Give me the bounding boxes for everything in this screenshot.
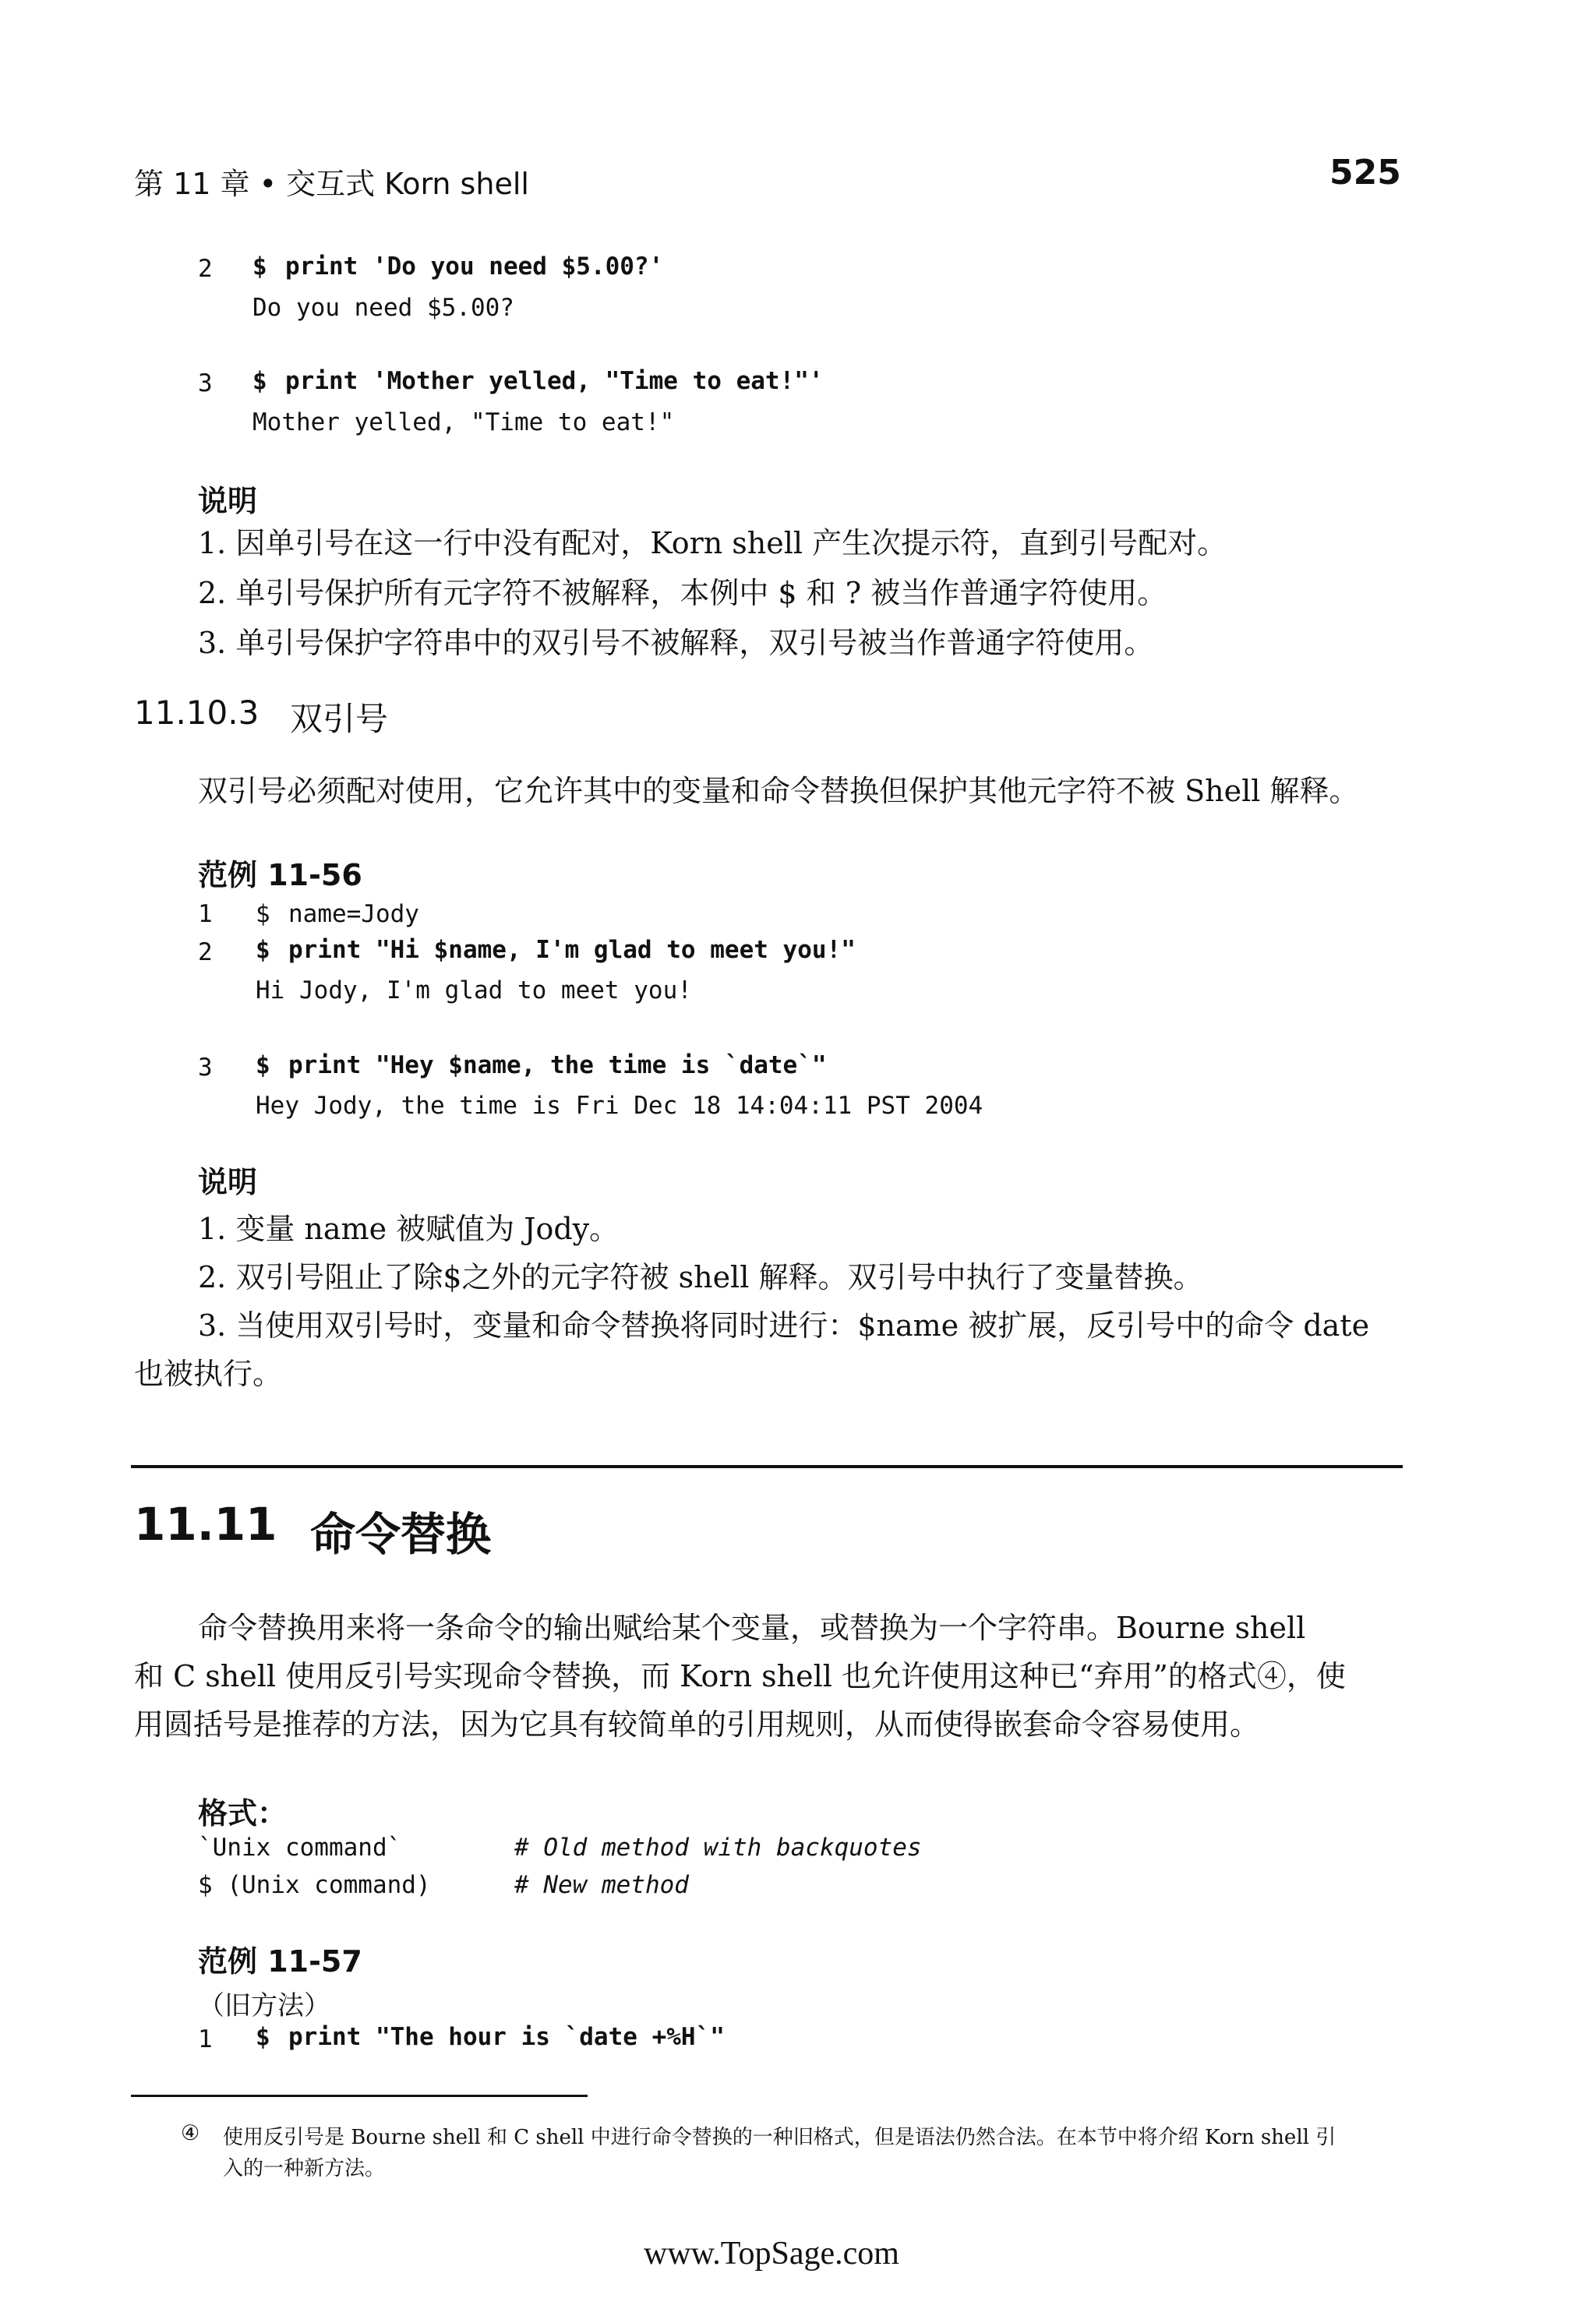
footnote-text: 使用反引号是 Bourne shell 和 C shell 中进行命令替换的一种旧格式，但是语法仍然合法。在本节中将介绍 Korn shell 引 xyxy=(223,2126,1336,2149)
footnote-text: 入的一种新方法。 xyxy=(223,2157,386,2180)
code-command: print "Hey $name, the time is `date`" xyxy=(288,1051,827,1079)
code-output: Mother yelled, "Time to eat!" xyxy=(252,408,675,436)
code-command: print "Hi $name, I'm glad to meet you!" xyxy=(288,936,856,964)
explanation-item: 1. 变量 name 被赋值为 Jody。 xyxy=(198,1212,620,1246)
code-output: Do you need $5.00? xyxy=(252,294,514,322)
code-prompt: $ xyxy=(252,252,267,281)
explanation-item: 3. 当使用双引号时，变量和命令替换将同时进行：$name 被扩展，反引号中的命令 date xyxy=(198,1308,1370,1343)
line-number: 1 xyxy=(198,900,213,928)
explanation-item: 也被执行。 xyxy=(134,1357,283,1391)
format-label: 格式： xyxy=(198,1796,288,1831)
footer-url[interactable]: www.TopSage.com xyxy=(644,2236,899,2272)
body-paragraph: 双引号必须配对使用，它允许其中的变量和命令替换但保护其他元字符不被 Shell 解释。 xyxy=(198,774,1359,808)
format-syntax: $ (Unix command) xyxy=(198,1871,431,1899)
section-title: 双引号 xyxy=(290,700,389,738)
body-paragraph-line: 用圆括号是推荐的方法，因为它具有较简单的引用规则，从而使得嵌套命令容易使用。 xyxy=(134,1707,1260,1742)
explanation-item: 2. 单引号保护所有元字符不被解释，本例中 $ 和 ? 被当作普通字符使用。 xyxy=(198,576,1167,610)
explanation-item: 3. 单引号保护字符串中的双引号不被解释，双引号被当作普通字符使用。 xyxy=(198,626,1154,660)
code-command: print "The hour is `date +%H`" xyxy=(288,2023,725,2051)
example-label: 范例 11-56 xyxy=(198,858,362,892)
format-syntax: `Unix command` xyxy=(198,1834,402,1862)
code-prompt: $ xyxy=(256,936,270,964)
code-output: Hey Jody, the time is Fri Dec 18 14:04:11 PST 2004 xyxy=(256,1092,983,1120)
body-paragraph-line: 命令替换用来将一条命令的输出赋给某个变量，或替换为一个字符串。Bourne shell xyxy=(198,1611,1306,1645)
line-number: 2 xyxy=(198,255,213,283)
code-prompt: $ xyxy=(256,900,270,928)
explanation-item: 1. 因单引号在这一行中没有配对，Korn shell 产生次提示符，直到引号配对。 xyxy=(198,526,1227,560)
code-prompt: $ xyxy=(256,2023,270,2051)
page-number: 525 xyxy=(1329,153,1401,192)
code-command: name=Jody xyxy=(288,900,419,928)
line-number: 3 xyxy=(198,369,213,397)
explanation-heading: 说明 xyxy=(198,1165,258,1199)
format-comment: # New method xyxy=(514,1871,689,1899)
footnote-marker: ④ xyxy=(181,2121,200,2145)
footnote-rule xyxy=(131,2095,588,2097)
explanation-item: 2. 双引号阻止了除$之外的元字符被 shell 解释。双引号中执行了变量替换。 xyxy=(198,1260,1203,1294)
code-output: Hi Jody, I'm glad to meet you! xyxy=(256,976,692,1004)
format-comment: # Old method with backquotes xyxy=(514,1834,922,1862)
section-title: 命令替换 xyxy=(310,1508,492,1561)
line-number: 1 xyxy=(198,2025,213,2053)
line-number: 3 xyxy=(198,1054,213,1082)
running-header: 第 11 章 • 交互式 Korn shell xyxy=(134,167,529,201)
body-paragraph-line: 和 C shell 使用反引号实现命令替换，而 Korn shell 也允许使用这种已“弃用”的格式④，使 xyxy=(134,1659,1346,1693)
code-prompt: $ xyxy=(252,367,267,395)
section-number: 11.10.3 xyxy=(134,694,260,732)
code-command: print 'Mother yelled, "Time to eat!"' xyxy=(285,367,824,395)
section-rule xyxy=(131,1465,1403,1468)
code-prompt: $ xyxy=(256,1051,270,1079)
section-number: 11.11 xyxy=(134,1498,277,1551)
explanation-heading: 说明 xyxy=(198,484,258,518)
example-label: 范例 11-57 xyxy=(198,1944,362,1979)
code-command: print 'Do you need $5.00?' xyxy=(285,252,664,281)
line-number: 2 xyxy=(198,938,213,966)
example-sublabel: （旧方法） xyxy=(198,1990,330,2021)
